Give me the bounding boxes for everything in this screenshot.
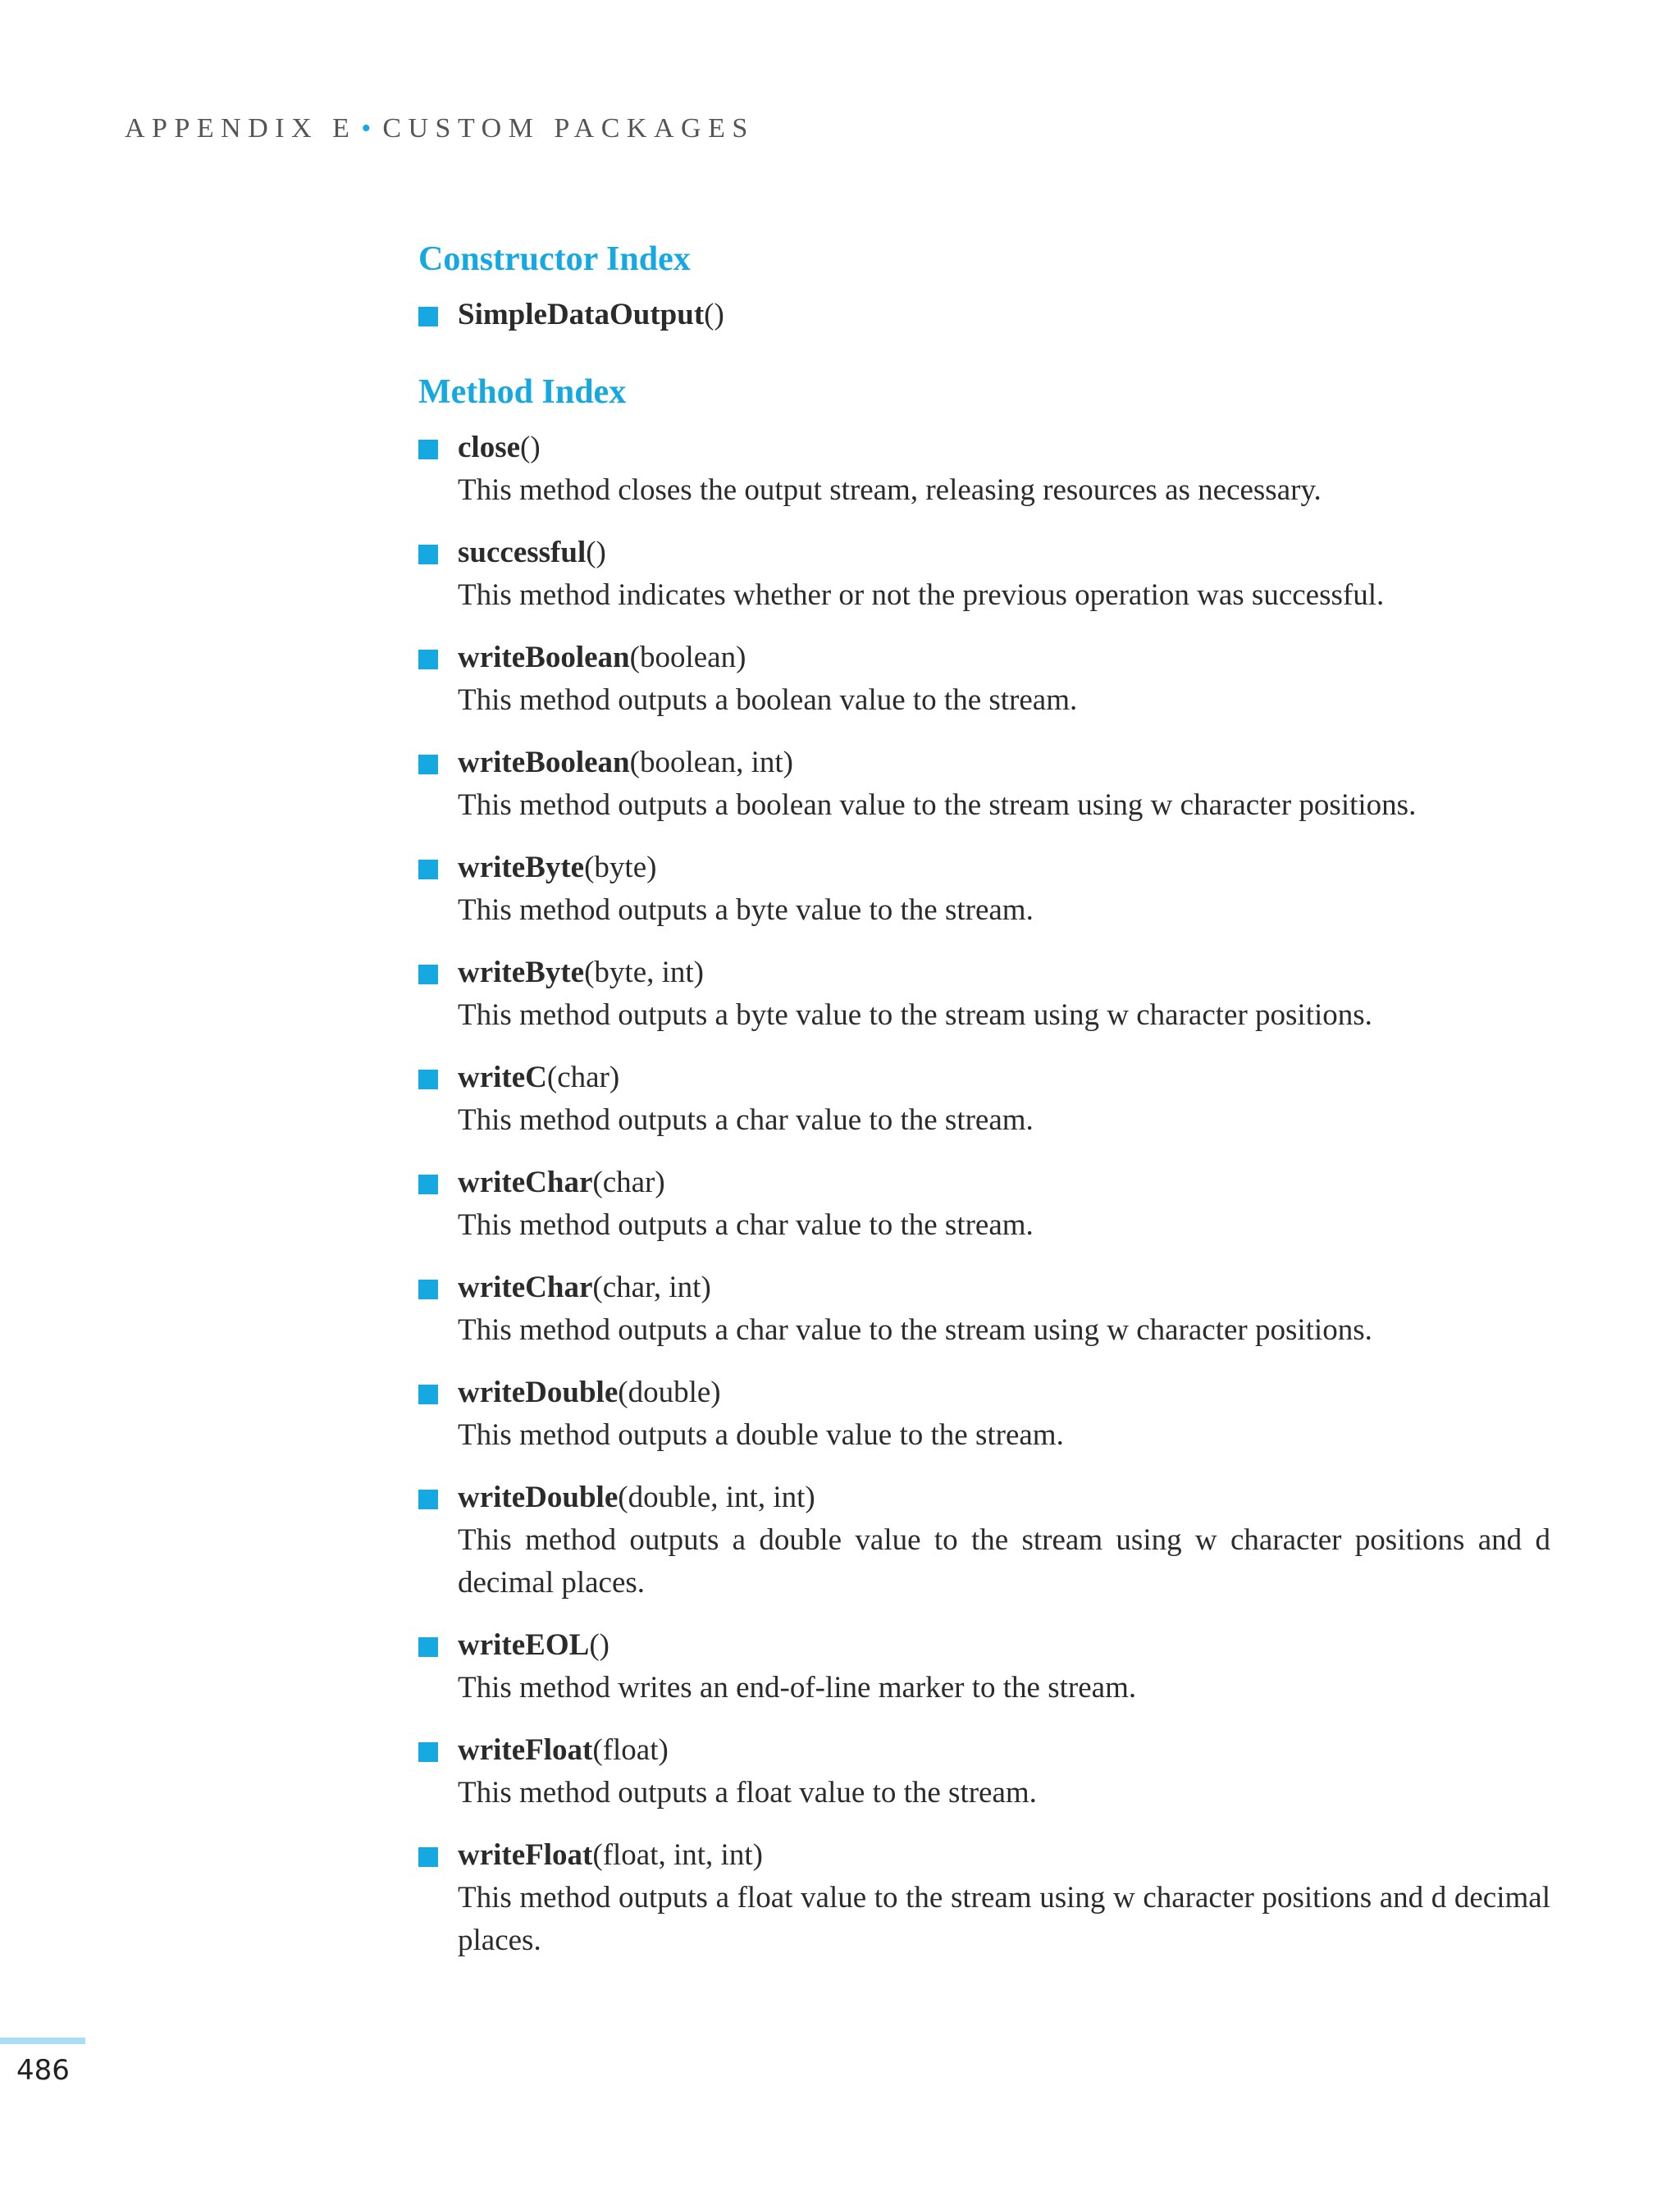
square-bullet-icon	[418, 755, 438, 774]
method-name: writeFloat	[458, 1838, 593, 1872]
method-entry	[418, 427, 1550, 512]
method-params: (double)	[618, 1376, 721, 1409]
method-list	[418, 427, 1550, 1962]
method-name: writeBoolean	[458, 641, 630, 674]
method-description: This method outputs a double value to the stream using w character positions and d decimal places.	[458, 1523, 1550, 1600]
method-params: (float, int, int)	[592, 1838, 763, 1872]
constructor-name: SimpleDataOutput	[458, 298, 705, 331]
method-params: (byte, int)	[584, 956, 704, 989]
page-content	[418, 236, 1550, 1982]
method-signature	[458, 742, 1550, 784]
square-bullet-icon	[418, 860, 438, 879]
method-description: This method outputs a char value to the stream using w character positions.	[458, 1313, 1372, 1347]
method-name: writeByte	[458, 851, 585, 884]
method-entry	[418, 1162, 1550, 1247]
running-head	[125, 113, 755, 144]
method-description: This method outputs a boolean value to the stream using w character positions.	[458, 788, 1417, 822]
method-name: writeDouble	[458, 1481, 619, 1514]
square-bullet-icon	[418, 1070, 438, 1089]
method-name: writeChar	[458, 1166, 593, 1199]
method-entry	[418, 532, 1550, 617]
square-bullet-icon	[418, 1490, 438, 1509]
method-params: (char)	[592, 1166, 665, 1199]
square-bullet-icon	[418, 440, 438, 459]
method-signature	[458, 1057, 1550, 1099]
method-entry	[418, 847, 1550, 932]
square-bullet-icon	[418, 965, 438, 984]
method-description: This method outputs a byte value to the stream using w character positions.	[458, 998, 1372, 1032]
method-entry	[418, 1729, 1550, 1814]
running-head-appendix: APPENDIX E	[125, 113, 357, 144]
square-bullet-icon	[418, 545, 438, 564]
method-entry	[418, 1476, 1550, 1604]
square-bullet-icon	[418, 307, 438, 326]
method-params: (char)	[546, 1061, 620, 1094]
method-signature	[458, 637, 1550, 679]
square-bullet-icon	[418, 1637, 438, 1657]
method-description: This method outputs a char value to the stream.	[458, 1208, 1034, 1242]
method-entry	[418, 742, 1550, 827]
method-params: (boolean)	[629, 641, 746, 674]
method-entry	[418, 1624, 1550, 1709]
method-description: This method writes an end-of-line marker to the stream.	[458, 1671, 1137, 1705]
method-entry	[418, 637, 1550, 722]
method-signature	[458, 1834, 1550, 1877]
method-name: writeChar	[458, 1271, 593, 1304]
method-name: writeByte	[458, 956, 585, 989]
method-params: (float)	[592, 1733, 669, 1767]
method-entry	[418, 1371, 1550, 1457]
square-bullet-icon	[418, 1742, 438, 1762]
method-name: writeEOL	[458, 1628, 590, 1662]
constructor-entry	[418, 294, 1550, 336]
method-description: This method outputs a double value to the stream.	[458, 1418, 1064, 1452]
method-signature	[458, 532, 1550, 574]
method-description: This method outputs a char value to the stream.	[458, 1103, 1034, 1137]
method-signature	[458, 427, 1550, 469]
constructor-signature	[458, 294, 1550, 336]
method-signature	[458, 1476, 1550, 1519]
method-description: This method outputs a boolean value to the stream.	[458, 683, 1078, 717]
method-entry	[418, 952, 1550, 1037]
method-description: This method outputs a float value to the stream.	[458, 1776, 1037, 1810]
method-params: (boolean, int)	[629, 746, 793, 779]
method-signature	[458, 1162, 1550, 1204]
method-entry	[418, 1057, 1550, 1142]
method-description: This method indicates whether or not the previous operation was successful.	[458, 578, 1385, 612]
method-params: (double, int, int)	[618, 1481, 815, 1514]
method-params: ()	[586, 536, 606, 569]
method-name: successful	[458, 536, 587, 569]
method-signature	[458, 1267, 1550, 1309]
method-description: This method outputs a byte value to the stream.	[458, 893, 1034, 927]
running-head-bullet: •	[361, 113, 372, 144]
method-signature	[458, 1624, 1550, 1667]
method-name: writeDouble	[458, 1376, 619, 1409]
square-bullet-icon	[418, 1847, 438, 1867]
method-params: (char, int)	[592, 1271, 711, 1304]
constructor-list	[418, 294, 1550, 336]
square-bullet-icon	[418, 1280, 438, 1299]
constructor-params: ()	[704, 298, 724, 331]
method-signature	[458, 847, 1550, 889]
method-signature	[458, 1371, 1550, 1414]
method-name: writeFloat	[458, 1733, 593, 1767]
running-head-chapter: CUSTOM PACKAGES	[382, 113, 755, 144]
constructor-index-title: Constructor Index	[418, 240, 691, 278]
method-params: ()	[589, 1628, 609, 1662]
method-index-title: Method Index	[418, 373, 627, 411]
method-description: This method closes the output stream, releasing resources as necessary.	[458, 473, 1322, 507]
method-name: writeC	[458, 1061, 547, 1094]
square-bullet-icon	[418, 1385, 438, 1404]
method-signature	[458, 1729, 1550, 1772]
page-number: 486	[16, 2054, 70, 2087]
method-name: close	[458, 431, 521, 464]
method-name: writeBoolean	[458, 746, 630, 779]
square-bullet-icon	[418, 650, 438, 669]
method-entry	[418, 1267, 1550, 1352]
square-bullet-icon	[418, 1175, 438, 1194]
method-signature	[458, 952, 1550, 994]
folio-bar	[0, 2038, 85, 2044]
method-entry	[418, 1834, 1550, 1962]
method-params: (byte)	[584, 851, 657, 884]
method-description: This method outputs a float value to the stream using w character positions and d decimal places.	[458, 1881, 1550, 1957]
method-params: ()	[520, 431, 541, 464]
